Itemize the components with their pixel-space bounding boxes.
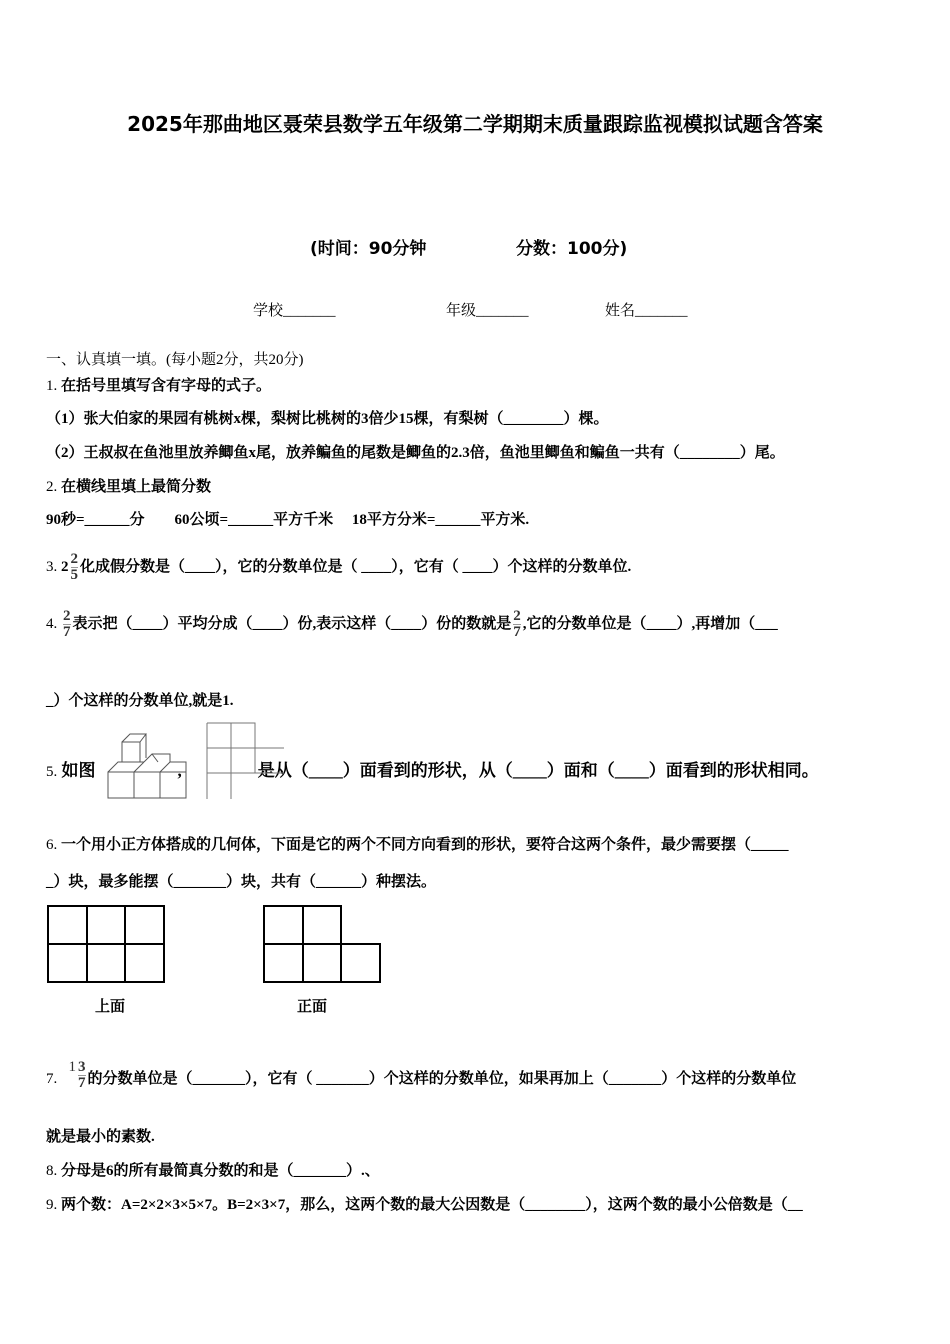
- question-text: 在横线里填上最简分数: [61, 479, 212, 495]
- question-number: 8.: [46, 1163, 58, 1179]
- name-field: 姓名_______: [605, 303, 688, 319]
- question-2-line: 90秒=______分 60公顷=______平方千米 18平方分米=______平方米.: [46, 512, 530, 528]
- fraction: [513, 609, 521, 640]
- question-text: ,它的分数单位是（____）,再增加（___: [522, 616, 778, 632]
- question-number: 2.: [46, 479, 58, 495]
- mixed-whole: 2: [61, 559, 69, 575]
- question-number: 4.: [46, 616, 58, 632]
- section-heading: 一、认真填一填。(每小题2分，共20分): [46, 352, 304, 368]
- question-9: [46, 1195, 803, 1215]
- exam-score: 分数：100分): [516, 239, 628, 259]
- numerator: 2: [513, 608, 521, 624]
- question-6: [46, 835, 789, 855]
- top-view-label: 上面: [95, 999, 126, 1015]
- document-title: 2025年那曲地区聂荣县数学五年级第二学期期末质量跟踪监视模拟试题含答案: [127, 112, 823, 136]
- question-7-cont: 就是最小的素数.: [46, 1129, 155, 1145]
- question-4-cont: _）个这样的分数单位,就是1.: [46, 693, 234, 709]
- question-3: [46, 552, 631, 583]
- denominator: 7: [513, 624, 521, 640]
- denominator: 7: [78, 1075, 86, 1091]
- question-2: [46, 477, 211, 497]
- numerator: 3: [78, 1059, 86, 1075]
- question-6-cont: _）块，最多能摆（_______）块，共有（______）种摆法。: [46, 874, 437, 890]
- question-number: 7.: [46, 1071, 58, 1087]
- exam-time: (时间：90分钟: [310, 239, 427, 259]
- school-field: 学校_______: [253, 303, 336, 319]
- question-text: 两个数：A=2×2×3×5×7。B=2×3×7，那么，这两个数的最大公因数是（________），这两个数的最小公倍数是（__: [61, 1197, 803, 1213]
- mixed-whole: 1: [68, 1059, 76, 1075]
- front-view-grid: [263, 905, 381, 983]
- question-8: [46, 1161, 380, 1181]
- question-7: [46, 1042, 796, 1104]
- top-view-grid: [47, 905, 165, 983]
- denominator: 7: [63, 624, 71, 640]
- numerator: 2: [63, 608, 71, 624]
- question-text: 的分数单位是（_______），它有（ _______）个这样的分数单位，如果再加上（_______）个这样的分数单位: [87, 1071, 797, 1087]
- three-view-figure: [206, 722, 286, 800]
- question-text: 在括号里填写含有字母的式子。: [61, 378, 272, 394]
- comma: ,: [177, 761, 182, 780]
- fraction: [63, 609, 71, 640]
- question-number: 5.: [46, 764, 58, 780]
- numerator: 2: [70, 551, 78, 568]
- question-text: 是从（____）面看到的形状，从（____）面和（____）面看到的形状相同。: [257, 761, 819, 780]
- question-1-part-2: （2）王叔叔在鱼池里放养鲫鱼x尾，放养鳊鱼的尾数是鲫鱼的2.3倍，鱼池里鲫鱼和鳊鱼一共有（________）尾。: [46, 445, 785, 461]
- question-text: 如图: [61, 761, 96, 780]
- denominator: 5: [70, 567, 78, 584]
- grade-field: 年级_______: [446, 303, 529, 319]
- cube-stack-figure: [106, 730, 191, 800]
- question-4: [46, 604, 778, 644]
- question-number: 1.: [46, 378, 58, 394]
- question-text: 表示把（____）平均分成（____）份,表示这样（____）份的数就是: [72, 616, 512, 632]
- question-text: 一个用小正方体搭成的几何体，下面是它的两个不同方向看到的形状，要符合这两个条件，最少需要摆（_____: [61, 837, 789, 853]
- fraction: [78, 1060, 86, 1091]
- question-1: [46, 376, 271, 396]
- question-1-part-1: （1）张大伯家的果园有桃树x棵，梨树比桃树的3倍少15棵，有梨树（________）棵。: [46, 411, 609, 427]
- front-view-label: 正面: [297, 999, 328, 1015]
- question-number: 3.: [46, 559, 58, 575]
- question-number: 6.: [46, 837, 58, 853]
- question-text: 化成假分数是（____），它的分数单位是（ ____），它有（ ____）个这样的分数单位.: [80, 559, 632, 575]
- question-text: 分母是6的所有最简真分数的和是（_______）.、: [61, 1163, 380, 1179]
- fraction: [71, 552, 79, 583]
- question-number: 9.: [46, 1197, 58, 1213]
